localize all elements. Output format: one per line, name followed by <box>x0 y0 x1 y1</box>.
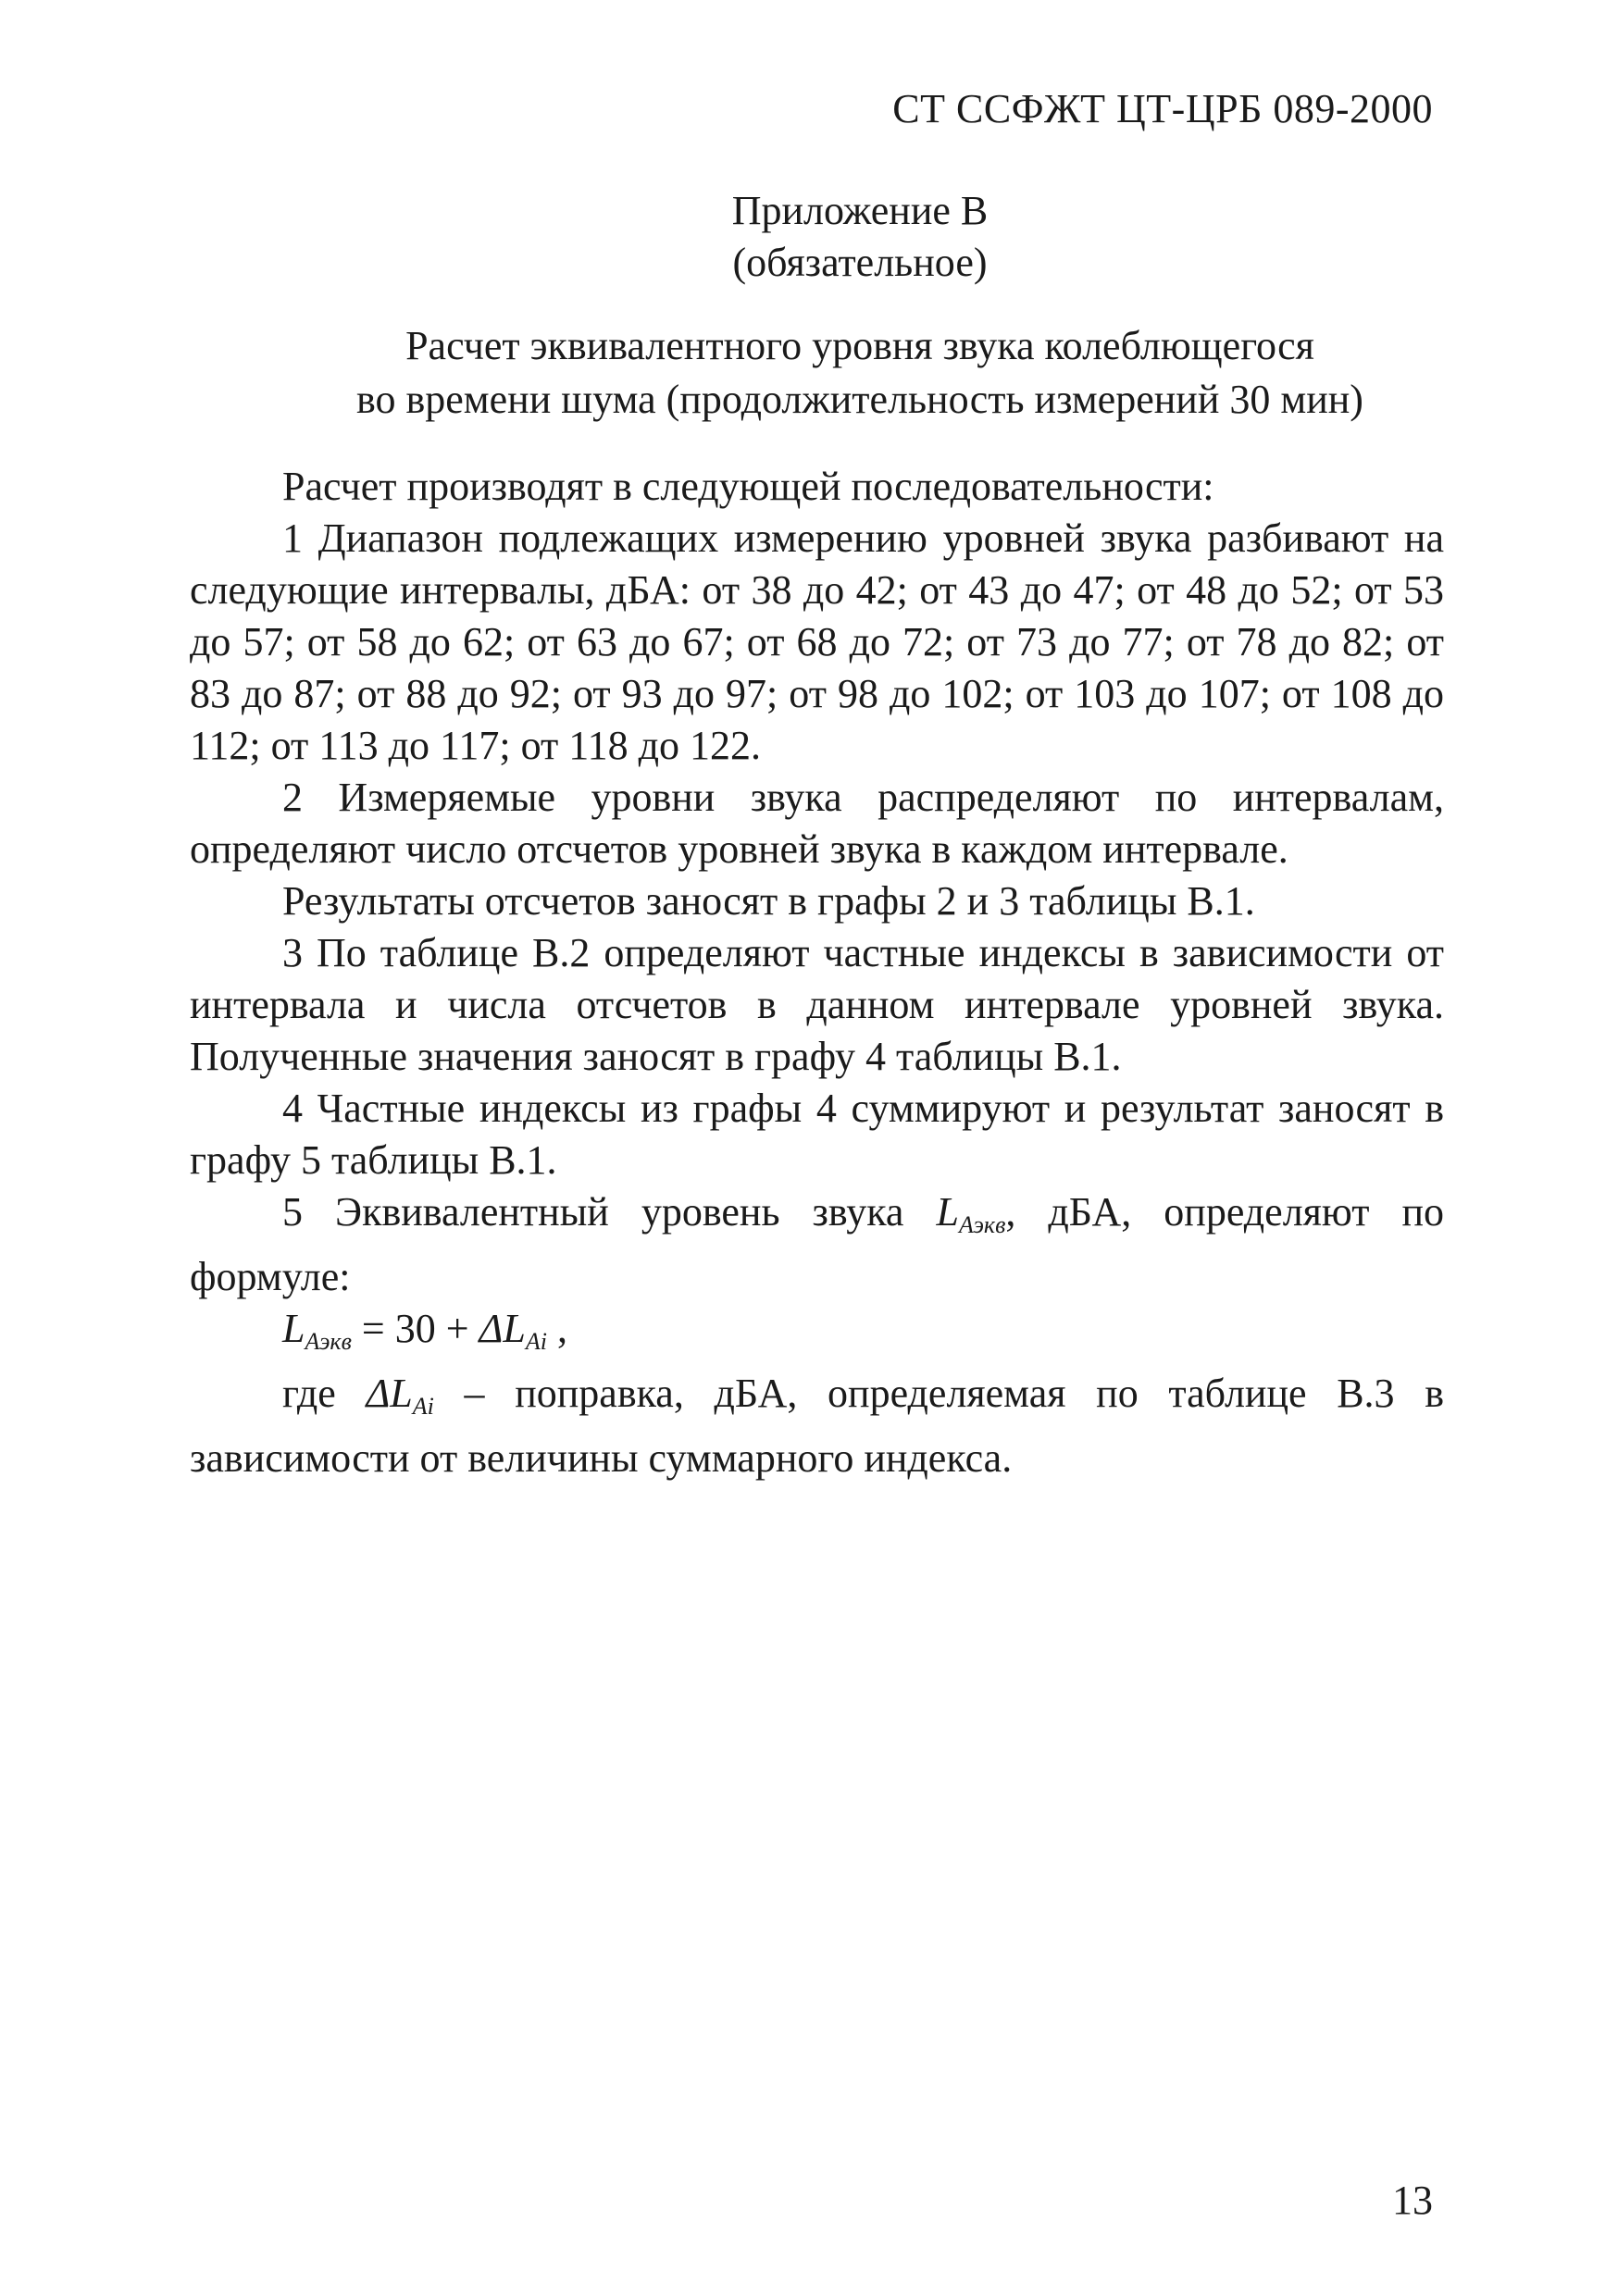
step-3-paragraph: 3 По таблице В.2 определяют частные индексы в зависимости от интервала и числа отсчетов в данном интервале уровней звука. Полученные значения заносят в графу 4 таблицы В.1. <box>190 930 1444 1079</box>
step-5-text-after: , дБА, определяют по формуле: <box>190 1189 1445 1299</box>
appendix-label: Приложение В <box>731 188 989 233</box>
where-text: – поправка, дБА, определяемая по таблице В.3 в зависимости от величины суммарного индекса. <box>190 1371 1444 1481</box>
symbol-L: L <box>936 1189 959 1235</box>
formula-delta-L: ΔL <box>479 1306 526 1351</box>
formula <box>190 1303 1444 1368</box>
formula-equals: = 30 + <box>351 1306 479 1351</box>
page-number: 13 <box>1392 2178 1433 2223</box>
intro-paragraph: Расчет производят в следующей последовательности: <box>282 464 1214 509</box>
appendix-status: (обязательное) <box>732 240 988 285</box>
formula-subscript-aekv: Аэкв <box>305 1328 352 1355</box>
where-delta-L: ΔL <box>366 1371 413 1416</box>
formula-subscript-ai: Ai <box>525 1328 547 1355</box>
formula-L: L <box>282 1306 305 1351</box>
formula-end: , <box>546 1306 567 1351</box>
title-line-1: Расчет эквивалентного уровня звука колеблющегося <box>405 323 1314 368</box>
step-2-results-paragraph: Результаты отсчетов заносят в графы 2 и 3 таблицы В.1. <box>282 878 1255 924</box>
step-5-paragraph <box>190 1186 1444 1303</box>
subscript-aekv: Аэкв <box>958 1211 1006 1238</box>
body-text <box>190 461 1444 1484</box>
appendix-heading <box>0 185 1618 289</box>
step-5-text-before: 5 Эквивалентный уровень звука <box>282 1189 937 1235</box>
step-1-paragraph: 1 Диапазон подлежащих измерению уровней звука разбивают на следующие интервалы, дБА: от 38 до 42; от 43 до 47; от 48 до 52; от 53 до 57; от 58 до 62; от 63 до 67; от 68 до 72; от 73 до 77; от 78 до 82; от 83 до 87; от 88 до 92; от 93 до 97; от 98 до 102; от 103 до 107; от 108 до 112; от 113 до 117; от 118 до 122. <box>190 515 1444 768</box>
title-line-2: во времени шума (продолжительность измерений 30 мин) <box>356 377 1363 422</box>
step-2-paragraph: 2 Измеряемые уровни звука распределяют по интервалам, определяют число отсчетов уровней звука в каждом интервале. <box>190 775 1444 872</box>
where-prefix: где <box>282 1371 367 1416</box>
section-title <box>0 319 1618 427</box>
where-paragraph <box>190 1368 1444 1484</box>
step-4-paragraph: 4 Частные индексы из графы 4 суммируют и результат заносят в графу 5 таблицы В.1. <box>190 1086 1444 1183</box>
document-code: СТ ССФЖТ ЦТ-ЦРБ 089-2000 <box>892 86 1433 131</box>
where-subscript-ai: Ai <box>412 1393 434 1420</box>
